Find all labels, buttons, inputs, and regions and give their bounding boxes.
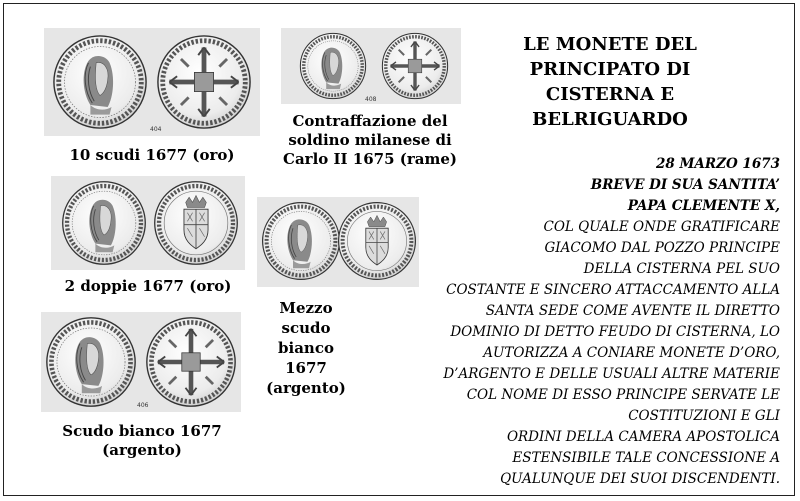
decree-line: DELLA CISTERNA PEL SUO (583, 261, 780, 277)
caption-line: 1677 (285, 359, 327, 377)
decree-text (340, 154, 780, 490)
coin-reverse-image (281, 28, 461, 104)
caption-line: Scudo bianco 1677 (62, 422, 222, 440)
coin-plate-2-doppie (51, 176, 245, 270)
coin-plate-soldino (281, 28, 461, 104)
coin-plate-10-scudi (44, 28, 260, 136)
decree-line: ESTENSIBILE TALE CONCESSIONE A (512, 450, 780, 466)
decree-header-line: PAPA CLEMENTE X, (627, 198, 780, 214)
plate-number: 404 (150, 126, 162, 133)
title-line: LE MONETE DEL (523, 34, 697, 55)
coin-caption-scudo-bianco (32, 422, 252, 460)
decree-date: 28 MARZO 1673 (655, 156, 780, 172)
plate-number: 408 (365, 96, 377, 103)
caption-line: 10 scudi 1677 (oro) (69, 146, 235, 164)
caption-line: Mezzo (279, 299, 333, 317)
caption-line: Contraffazione del (292, 112, 448, 130)
caption-line: Carlo II 1675 (rame) (283, 150, 457, 168)
coin-reverse-image (51, 176, 245, 270)
page-title (480, 32, 740, 132)
coin-caption-2-doppie (44, 277, 252, 296)
caption-line: (argento) (102, 441, 182, 459)
title-line: BELRIGUARDO (532, 109, 688, 130)
decree-line: COL QUALE ONDE GRATIFICARE (543, 219, 780, 235)
decree-line: COSTITUZIONI E GLI (628, 408, 780, 424)
decree-line: SANTA SEDE COME AVENTE IL DIRETTO (485, 303, 780, 319)
title-line: CISTERNA E (545, 84, 675, 105)
coin-plate-scudo-bianco (41, 312, 241, 412)
caption-line: bianco (278, 339, 334, 357)
decree-line: ORDINI DELLA CAMERA APOSTOLICA (506, 429, 780, 445)
decree-line: QUALUNQUE DEI SUOI DISCENDENTI. (500, 471, 780, 487)
coin-reverse-image (41, 312, 241, 412)
coin-caption-10-scudi (44, 146, 260, 165)
decree-line: DOMINIO DI DETTO FEUDO DI CISTERNA, LO (450, 324, 780, 340)
decree-line: D’ARGENTO E DELLE USUALI ALTRE MATERIE (443, 366, 780, 382)
caption-line: (argento) (266, 379, 346, 397)
decree-header-line: BREVE DI SUA SANTITA’ (590, 177, 780, 193)
decree-line: GIACOMO DAL POZZO PRINCIPE (544, 240, 780, 256)
title-line: PRINCIPATO DI (529, 59, 691, 80)
decree-line: COSTANTE E SINCERO ATTACCAMENTO ALLA (446, 282, 780, 298)
caption-line: scudo (281, 319, 331, 337)
coin-reverse-image (44, 28, 260, 136)
caption-line: soldino milanese di (288, 131, 452, 149)
decree-line: COL NOME DI ESSO PRINCIPE SERVATE LE (466, 387, 780, 403)
decree-line: AUTORIZZA A CONIARE MONETE D’ORO, (483, 345, 780, 361)
caption-line: 2 doppie 1677 (oro) (64, 277, 232, 295)
plate-number: 406 (137, 402, 149, 409)
